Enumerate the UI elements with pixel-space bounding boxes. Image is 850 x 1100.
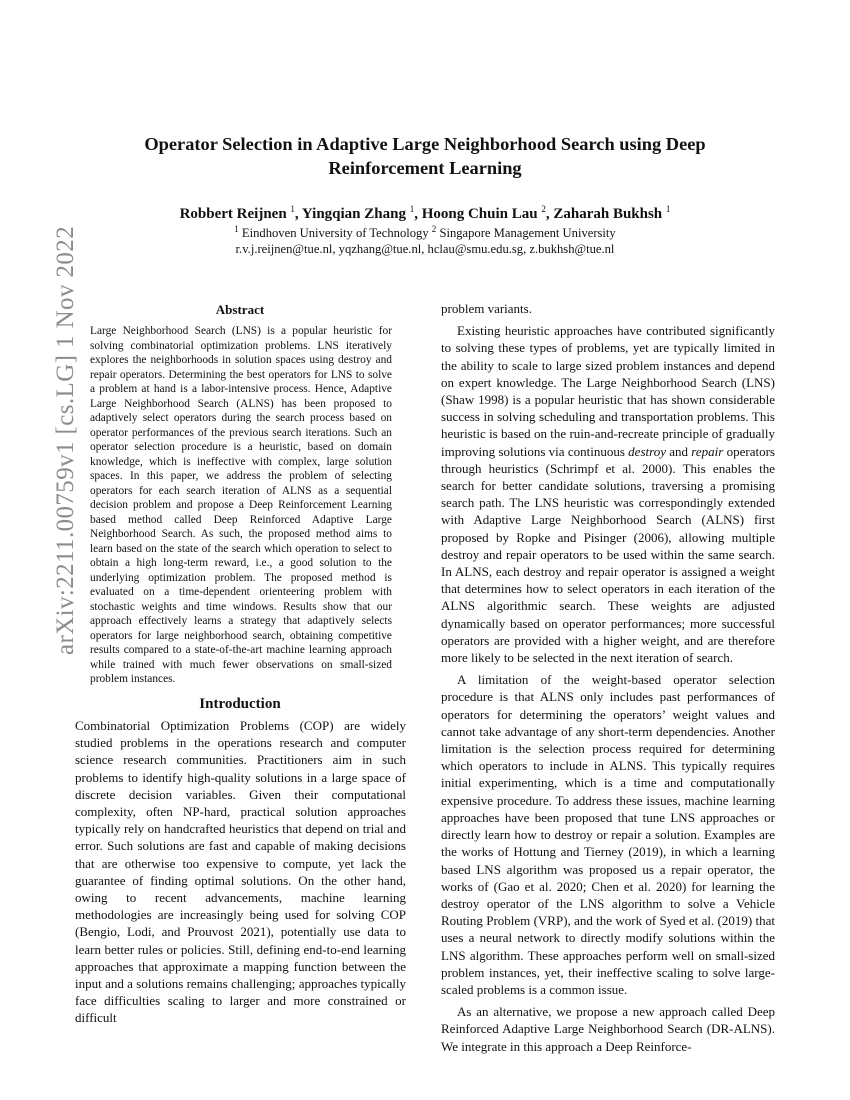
author-name: Robbert Reijnen: [179, 206, 287, 222]
affiliation-mark: 2: [431, 224, 437, 234]
affiliation-mark: 1: [234, 224, 239, 234]
affiliation-2: Singapore Management University: [439, 226, 616, 241]
author-name: Zaharah Bukhsh: [553, 206, 663, 222]
affiliation-1: Eindhoven University of Technology: [241, 226, 429, 241]
paragraph-text: operators through heuristics (Schrimpf et al. 2000). This enables the search for better candidate solutions, traversing a promising search path. The LNS heuristic was correspondingly extended with Adaptive Large Neighborhood Search (ALNS) first proposed by Ropke and Pisinger (2006), allowing multiple destroy and repair operators to be used within the same search. In ALNS, each destroy and repair operator is assigned a weight that determines how to select operators in each iteration of the ALNS algorithmic search. These weights are adjusted dynamically based on operator performances; more successful operators are provided with a higher weight, and are therefore more likely to be selected in the next iteration of search.: [441, 443, 775, 666]
emphasis-repair: repair: [691, 443, 724, 459]
affiliations: [80, 221, 770, 257]
abstract-heading: Abstract: [215, 302, 265, 317]
arxiv-identifier[interactable]: arXiv:2211.00759v1 [cs.LG] 1 Nov 2022: [52, 225, 79, 655]
emphasis-destroy: destroy: [628, 443, 666, 459]
abstract-text: Large Neighborhood Search (LNS) is a popular heuristic for solving combinatorial optimization problems. LNS iteratively explores the neighborhoods in solution spaces using destroy and repair operators. Determining the best operators for LNS to solve a problem at hand is a labor-intensive process. Hence, Adaptive Large Neighborhood Search (ALNS) has been proposed to adaptively select operators during the search process based on operator performances of the previous search iterations. Such an operator selection procedure is a heuristic, based on domain knowledge, which is ineffective with complex, large solution spaces. In this paper, we address the problem of selecting operators for each search iteration of ALNS as a sequential decision problem and propose a Deep Reinforcement Learning based method called Deep Reinforced Adaptive Large Neighborhood Search. As such, the proposed method aims to learn based on the state of the search which operation to select to obtain a high long-term reward, i.e., a good solution to the underlying optimization problem. The proposed method is evaluated on a time-dependent orienteering problem with stochastic weights and time windows. Results show that our approach effectively learns a strategy that adaptively selects operators for large neighborhood search, obtaining competitive results compared to a state-of-the-art machine learning approach while trained with much fewer observations on small-sized problem instances.: [90, 325, 392, 685]
author-affiliation-mark: 1: [409, 204, 415, 214]
introduction-column-left: [75, 717, 406, 1027]
arxiv-sidebar-stamp: [6, 225, 79, 655]
introduction-paragraph: Combinatorial Optimization Problems (COP) are widely studied problems in the operations research and computer science research communities. Practitioners aim in such problems to identify high-quality solutions in a large space of discrete decision variables. Given their computational complexity, often NP-hard, practical solution approaches typically rely on handcrafted heuristics that depend on trial and error. Such solutions are fast and capable of making decisions that are otherwise too expensive to compute, yet lack the guarantee of finding optimal solutions. On the other hand, owing to recent advancements, machine learning methodologies are increasingly being used for solving COP (Bengio, Lodi, and Prouvost 2021), potentially use data to learn better rules or policies. Still, defining end-to-end learning approaches that approximate a mapping function between the input and a solutions remains challenging; approaches typically face difficulties scaling to larger and more constrained or difficult: [75, 718, 406, 1026]
author-affiliation-mark: 1: [665, 204, 671, 214]
introduction-paragraph-limitation: A limitation of the weight-based operator selection procedure is that ALNS only includes past performances of operators for determining the operators’ weight values and cannot take advantage of any short-term dependencies. Another limitation is the selection process required for determining which operators to include in ALNS. This typically requires initial experimenting, which is a time and computationally expensive procedure. To address these issues, machine learning approaches have been proposed that tune LNS approaches or directly learn how to destroy or repair a solution. Examples are the works of Hottung and Tierney (2019), in which a learning based LNS algorithm was proposed us a repair operator, the works of (Gao et al. 2020; Chen et al. 2020) for learning the destroy operator of the LNS algorithm to solve a Vehicle Routing Problem (VRP), and the work of Syed et al. (2019) that uses a neural network to directly modify solutions within the LNS algorithm. These approaches perform well on small-sized problem instances, yet, their ineffective scaling to solve large-scaled problems is a common issue.: [441, 672, 775, 997]
author-emails: r.v.j.reijnen@tue.nl, yqzhang@tue.nl, hclau@smu.edu.sg, z.bukhsh@tue.nl: [235, 242, 615, 257]
paragraph-text: and: [665, 443, 692, 459]
introduction-heading: Introduction: [199, 696, 281, 712]
paragraph-text: Existing heuristic approaches have contributed significantly to solving these types of problems, yet are typically limited in the ability to scale to large sized problem instances and depend on expert knowledge. The Large Neighborhood Search (LNS) (Shaw 1998) is a popular heuristic that has shown considerable success in solving scheduling and transportation problems. This heuristic is based on the ruin-and-recreate principle of gradually improving solutions via continuous: [441, 323, 775, 459]
affiliation-line: [80, 221, 770, 241]
author-name: Hoong Chuin Lau: [421, 206, 538, 222]
introduction-paragraph-proposal: As an alternative, we propose a new approach called Deep Reinforced Adaptive Large Neighborhood Search (DR-ALNS). We integrate in this approach a Deep Reinforce-: [441, 1004, 775, 1054]
author-affiliation-mark: 2: [541, 204, 546, 214]
author-name: Yingqian Zhang: [301, 206, 406, 222]
author-list: Robbert Reijnen $^1$, Yingqian Zhang $^1$, Hoong Chuin Lau $^2$, Zaharah Bukhsh $^1$: [179, 204, 671, 222]
introduction-column-right: [441, 300, 775, 1060]
abstract-body: [90, 324, 392, 687]
paper-title: Operator Selection in Adaptive Large Neighborhood Search using Deep Reinforcement Learning: [144, 134, 706, 178]
author-affiliation-mark: 1: [290, 204, 295, 214]
introduction-paragraph-alns: [441, 322, 775, 666]
introduction-paragraph-continued: problem variants.: [441, 301, 532, 316]
